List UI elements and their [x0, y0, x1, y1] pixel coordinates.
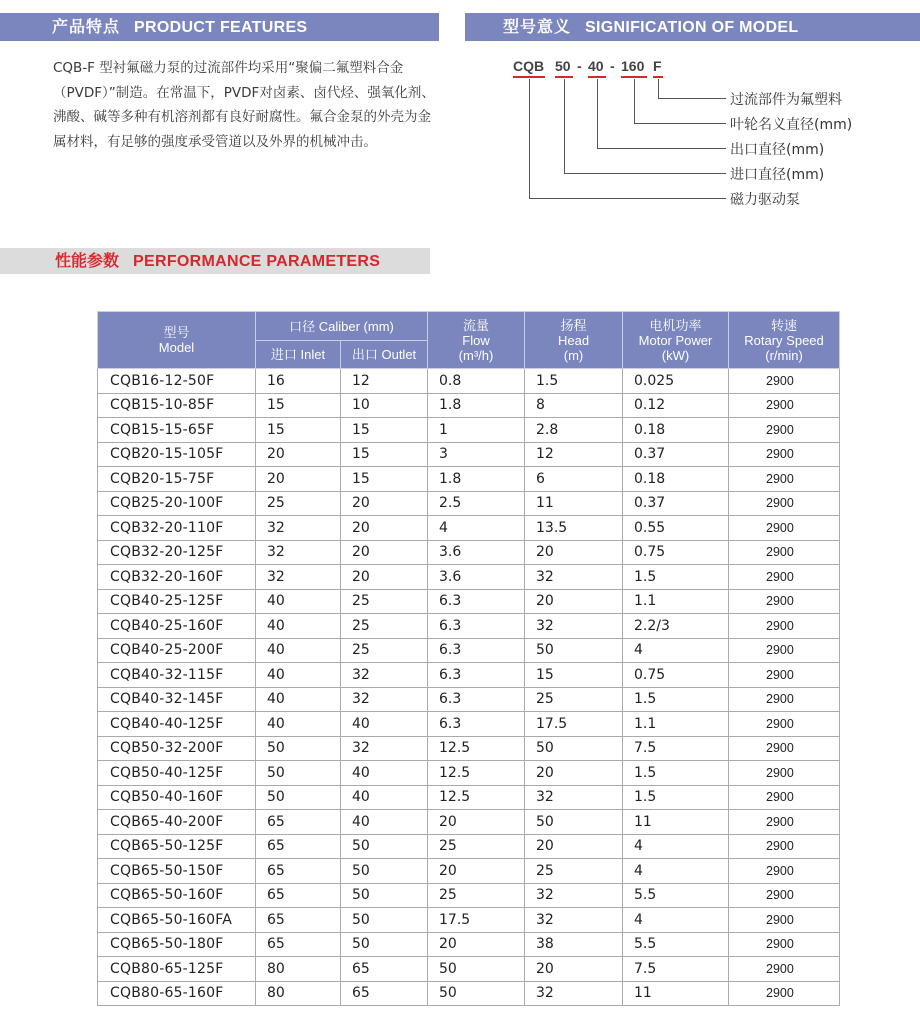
cell-inlet: 40 [256, 589, 341, 614]
cell-inlet: 25 [256, 491, 341, 516]
code-underline [555, 76, 573, 78]
model-code-diagram [500, 55, 920, 215]
performance-table [97, 311, 840, 1006]
table-row [98, 491, 840, 516]
product-features-text: CQB-F 型衬氟磁力泵的过流部件均采用“聚偏二氟塑料合金（PVDF）”制造。在常温下，PVDF对卤素、卤代烃、强氧化剂、沸酸、碱等多种有机溶剂都有良好耐腐性。氟合金泵的外壳为金属材料，有足够的强度承受管道以及外界的机械冲击。 [53, 60, 435, 150]
cell-model: CQB32-20-110F [98, 516, 256, 541]
cell-outlet: 50 [341, 908, 428, 933]
table-row [98, 687, 840, 712]
cell-inlet: 32 [256, 516, 341, 541]
cell-power: 0.75 [623, 540, 729, 565]
cell-model: CQB15-15-65F [98, 418, 256, 443]
cell-power: 1.5 [623, 687, 729, 712]
leader-line [634, 123, 726, 124]
cell-outlet: 20 [341, 565, 428, 590]
leader-line [634, 79, 635, 123]
table-row [98, 834, 840, 859]
cell-speed: 2900 [729, 369, 840, 394]
code-part-dash: - [610, 58, 615, 74]
cell-power: 0.55 [623, 516, 729, 541]
table-row [98, 712, 840, 737]
cell-flow: 12.5 [428, 785, 525, 810]
cell-head: 38 [525, 932, 623, 957]
cell-power: 5.5 [623, 932, 729, 957]
cell-inlet: 15 [256, 418, 341, 443]
cell-speed: 2900 [729, 663, 840, 688]
cell-power: 1.1 [623, 589, 729, 614]
cell-model: CQB16-12-50F [98, 369, 256, 394]
cell-head: 50 [525, 736, 623, 761]
cell-head: 13.5 [525, 516, 623, 541]
table-row [98, 369, 840, 394]
cell-flow: 6.3 [428, 663, 525, 688]
cell-model: CQB80-65-125F [98, 957, 256, 982]
desc-impeller-diameter: 叶轮名义直径(mm) [730, 117, 853, 133]
cell-speed: 2900 [729, 638, 840, 663]
cell-flow: 50 [428, 981, 525, 1006]
cell-flow: 0.8 [428, 369, 525, 394]
cell-head: 17.5 [525, 712, 623, 737]
table-row [98, 981, 840, 1006]
cell-outlet: 32 [341, 687, 428, 712]
cell-power: 1.5 [623, 785, 729, 810]
cell-head: 20 [525, 834, 623, 859]
header-power-zh: 电机功率 [649, 317, 702, 333]
cell-inlet: 50 [256, 736, 341, 761]
cell-power: 1.5 [623, 761, 729, 786]
code-part-cqb: CQB [513, 58, 545, 74]
table-row [98, 516, 840, 541]
cell-model: CQB50-40-125F [98, 761, 256, 786]
cell-speed: 2900 [729, 491, 840, 516]
cell-outlet: 15 [341, 467, 428, 492]
header-speed-unit: (r/min) [765, 347, 803, 363]
leader-line [529, 198, 726, 199]
cell-power: 7.5 [623, 736, 729, 761]
cell-outlet: 40 [341, 785, 428, 810]
table-row [98, 785, 840, 810]
cell-power: 4 [623, 638, 729, 663]
cell-inlet: 65 [256, 883, 341, 908]
cell-head: 32 [525, 981, 623, 1006]
cell-outlet: 40 [341, 761, 428, 786]
cell-outlet: 50 [341, 834, 428, 859]
cell-speed: 2900 [729, 565, 840, 590]
performance-parameters-header [0, 248, 430, 274]
cell-model: CQB65-40-200F [98, 810, 256, 835]
cell-speed: 2900 [729, 467, 840, 492]
cell-flow: 3.6 [428, 540, 525, 565]
cell-flow: 50 [428, 957, 525, 982]
cell-power: 0.025 [623, 369, 729, 394]
cell-head: 11 [525, 491, 623, 516]
cell-model: CQB20-15-75F [98, 467, 256, 492]
header-inlet: 进口 Inlet [256, 341, 341, 369]
table-row [98, 540, 840, 565]
cell-flow: 6.3 [428, 687, 525, 712]
cell-speed: 2900 [729, 883, 840, 908]
cell-outlet: 15 [341, 418, 428, 443]
cell-speed: 2900 [729, 712, 840, 737]
cell-inlet: 16 [256, 369, 341, 394]
code-part-dash: - [577, 58, 582, 74]
cell-flow: 2.5 [428, 491, 525, 516]
header-power-en: Motor Power [638, 332, 713, 348]
cell-flow: 12.5 [428, 761, 525, 786]
cell-head: 2.8 [525, 418, 623, 443]
cell-model: CQB65-50-125F [98, 834, 256, 859]
cell-model: CQB40-40-125F [98, 712, 256, 737]
cell-model: CQB50-40-160F [98, 785, 256, 810]
table-row [98, 565, 840, 590]
cell-inlet: 65 [256, 932, 341, 957]
cell-head: 32 [525, 883, 623, 908]
cell-inlet: 15 [256, 393, 341, 418]
performance-title-en: PERFORMANCE PARAMETERS [133, 253, 381, 270]
cell-head: 8 [525, 393, 623, 418]
leader-line [658, 79, 659, 98]
cell-head: 20 [525, 540, 623, 565]
cell-outlet: 32 [341, 663, 428, 688]
cell-model: CQB40-25-160F [98, 614, 256, 639]
code-underline [513, 76, 545, 78]
header-motor-power [623, 312, 729, 369]
cell-power: 1.1 [623, 712, 729, 737]
cell-speed: 2900 [729, 859, 840, 884]
cell-outlet: 50 [341, 883, 428, 908]
leader-line [529, 79, 530, 198]
table-row [98, 442, 840, 467]
cell-inlet: 50 [256, 785, 341, 810]
table-row [98, 589, 840, 614]
cell-power: 0.75 [623, 663, 729, 688]
table-row [98, 908, 840, 933]
cell-outlet: 50 [341, 932, 428, 957]
product-features-header [0, 13, 439, 41]
cell-outlet: 25 [341, 638, 428, 663]
cell-model: CQB40-25-200F [98, 638, 256, 663]
product-features-title-en: PRODUCT FEATURES [134, 19, 308, 36]
leader-line [564, 79, 565, 173]
cell-flow: 3.6 [428, 565, 525, 590]
cell-head: 50 [525, 810, 623, 835]
cell-power: 11 [623, 810, 729, 835]
cell-outlet: 65 [341, 957, 428, 982]
cell-head: 25 [525, 859, 623, 884]
header-speed-zh: 转速 [771, 317, 798, 333]
cell-outlet: 12 [341, 369, 428, 394]
cell-inlet: 50 [256, 761, 341, 786]
cell-head: 6 [525, 467, 623, 492]
cell-model: CQB15-10-85F [98, 393, 256, 418]
cell-model: CQB40-32-145F [98, 687, 256, 712]
cell-flow: 6.3 [428, 589, 525, 614]
cell-inlet: 40 [256, 687, 341, 712]
cell-speed: 2900 [729, 418, 840, 443]
cell-flow: 6.3 [428, 638, 525, 663]
cell-power: 2.2/3 [623, 614, 729, 639]
table-row [98, 614, 840, 639]
cell-model: CQB65-50-160FA [98, 908, 256, 933]
performance-table-body [98, 369, 840, 1006]
cell-inlet: 65 [256, 859, 341, 884]
cell-head: 15 [525, 663, 623, 688]
cell-power: 5.5 [623, 883, 729, 908]
cell-power: 0.37 [623, 491, 729, 516]
cell-power: 1.5 [623, 565, 729, 590]
leader-line [564, 173, 726, 174]
header-model-zh: 型号 [163, 325, 190, 340]
model-signification-title-en: SIGNIFICATION OF MODEL [585, 19, 799, 36]
header-model [98, 312, 256, 369]
leader-line [597, 148, 726, 149]
cell-model: CQB65-50-160F [98, 883, 256, 908]
table-row [98, 957, 840, 982]
header-power-unit: (kW) [661, 347, 690, 363]
cell-model: CQB65-50-150F [98, 859, 256, 884]
table-row [98, 638, 840, 663]
cell-model: CQB80-65-160F [98, 981, 256, 1006]
cell-speed: 2900 [729, 932, 840, 957]
cell-model: CQB50-32-200F [98, 736, 256, 761]
code-part-outlet: 40 [588, 58, 604, 74]
table-row [98, 883, 840, 908]
header-caliber: 口径 Caliber (mm) [256, 312, 428, 341]
cell-inlet: 40 [256, 614, 341, 639]
header-head-zh: 扬程 [560, 317, 587, 333]
cell-outlet: 40 [341, 810, 428, 835]
cell-speed: 2900 [729, 834, 840, 859]
code-part-material: F [653, 58, 662, 74]
cell-flow: 1 [428, 418, 525, 443]
cell-flow: 25 [428, 883, 525, 908]
model-signification-header [465, 13, 920, 41]
table-row [98, 467, 840, 492]
cell-flow: 25 [428, 834, 525, 859]
header-head [525, 312, 623, 369]
cell-speed: 2900 [729, 442, 840, 467]
cell-head: 12 [525, 442, 623, 467]
cell-power: 7.5 [623, 957, 729, 982]
cell-model: CQB25-20-100F [98, 491, 256, 516]
model-signification-title-zh: 型号意义 [503, 17, 572, 36]
cell-inlet: 80 [256, 981, 341, 1006]
cell-outlet: 20 [341, 540, 428, 565]
cell-speed: 2900 [729, 614, 840, 639]
table-row [98, 418, 840, 443]
cell-power: 0.12 [623, 393, 729, 418]
cell-speed: 2900 [729, 981, 840, 1006]
cell-model: CQB65-50-180F [98, 932, 256, 957]
cell-flow: 1.8 [428, 393, 525, 418]
code-underline [621, 76, 647, 78]
cell-power: 0.18 [623, 467, 729, 492]
cell-flow: 6.3 [428, 614, 525, 639]
cell-outlet: 25 [341, 614, 428, 639]
cell-head: 20 [525, 589, 623, 614]
leader-line [658, 98, 726, 99]
header-flow-zh: 流量 [463, 317, 490, 333]
header-flow-en: Flow [462, 332, 490, 348]
code-underline [653, 76, 663, 78]
desc-material: 过流部件为氟塑料 [730, 92, 842, 108]
code-part-inlet: 50 [555, 58, 571, 74]
cell-flow: 20 [428, 810, 525, 835]
cell-outlet: 32 [341, 736, 428, 761]
header-flow-unit: (m³/h) [458, 347, 494, 363]
cell-speed: 2900 [729, 687, 840, 712]
cell-outlet: 20 [341, 491, 428, 516]
cell-inlet: 65 [256, 810, 341, 835]
cell-inlet: 40 [256, 712, 341, 737]
cell-power: 11 [623, 981, 729, 1006]
cell-flow: 3 [428, 442, 525, 467]
cell-inlet: 80 [256, 957, 341, 982]
table-row [98, 859, 840, 884]
cell-head: 32 [525, 565, 623, 590]
header-outlet: 出口 Outlet [341, 341, 428, 369]
cell-model: CQB20-15-105F [98, 442, 256, 467]
desc-inlet-diameter: 进口直径(mm) [730, 167, 825, 183]
cell-outlet: 50 [341, 859, 428, 884]
cell-outlet: 20 [341, 516, 428, 541]
table-row [98, 761, 840, 786]
table-row [98, 932, 840, 957]
header-speed-en: Rotary Speed [744, 332, 824, 348]
table-row [98, 663, 840, 688]
cell-head: 50 [525, 638, 623, 663]
cell-head: 32 [525, 614, 623, 639]
cell-head: 20 [525, 957, 623, 982]
table-row [98, 393, 840, 418]
code-underline [588, 76, 606, 78]
cell-speed: 2900 [729, 761, 840, 786]
performance-title-zh: 性能参数 [55, 251, 120, 270]
cell-power: 0.37 [623, 442, 729, 467]
cell-model: CQB32-20-160F [98, 565, 256, 590]
cell-speed: 2900 [729, 540, 840, 565]
cell-inlet: 20 [256, 442, 341, 467]
cell-inlet: 40 [256, 663, 341, 688]
cell-head: 25 [525, 687, 623, 712]
cell-head: 20 [525, 761, 623, 786]
cell-speed: 2900 [729, 810, 840, 835]
header-head-en: Head [557, 332, 590, 348]
cell-outlet: 10 [341, 393, 428, 418]
cell-model: CQB40-25-125F [98, 589, 256, 614]
cell-speed: 2900 [729, 589, 840, 614]
cell-flow: 20 [428, 859, 525, 884]
cell-speed: 2900 [729, 736, 840, 761]
cell-model: CQB32-20-125F [98, 540, 256, 565]
cell-inlet: 20 [256, 467, 341, 492]
cell-inlet: 40 [256, 638, 341, 663]
code-part-impeller: 160 [621, 58, 645, 74]
cell-speed: 2900 [729, 957, 840, 982]
desc-outlet-diameter: 出口直径(mm) [730, 142, 825, 158]
cell-power: 4 [623, 859, 729, 884]
cell-speed: 2900 [729, 908, 840, 933]
header-model-en: Model [158, 340, 195, 355]
cell-flow: 17.5 [428, 908, 525, 933]
cell-model: CQB40-32-115F [98, 663, 256, 688]
cell-flow: 20 [428, 932, 525, 957]
cell-outlet: 40 [341, 712, 428, 737]
table-row [98, 810, 840, 835]
cell-inlet: 32 [256, 565, 341, 590]
cell-flow: 12.5 [428, 736, 525, 761]
cell-speed: 2900 [729, 516, 840, 541]
cell-speed: 2900 [729, 393, 840, 418]
cell-outlet: 65 [341, 981, 428, 1006]
header-rotary-speed [729, 312, 840, 369]
cell-speed: 2900 [729, 785, 840, 810]
cell-flow: 6.3 [428, 712, 525, 737]
cell-flow: 1.8 [428, 467, 525, 492]
header-flow [428, 312, 525, 369]
table-row [98, 736, 840, 761]
cell-power: 0.18 [623, 418, 729, 443]
cell-head: 32 [525, 785, 623, 810]
cell-power: 4 [623, 834, 729, 859]
cell-outlet: 15 [341, 442, 428, 467]
cell-inlet: 65 [256, 834, 341, 859]
product-features-title-zh: 产品特点 [52, 17, 121, 36]
header-head-unit: (m) [563, 347, 584, 363]
desc-magnetic-pump: 磁力驱动泵 [730, 192, 800, 208]
cell-inlet: 32 [256, 540, 341, 565]
leader-line [597, 79, 598, 148]
cell-power: 4 [623, 908, 729, 933]
cell-flow: 4 [428, 516, 525, 541]
cell-head: 1.5 [525, 369, 623, 394]
cell-head: 32 [525, 908, 623, 933]
cell-outlet: 25 [341, 589, 428, 614]
cell-inlet: 65 [256, 908, 341, 933]
